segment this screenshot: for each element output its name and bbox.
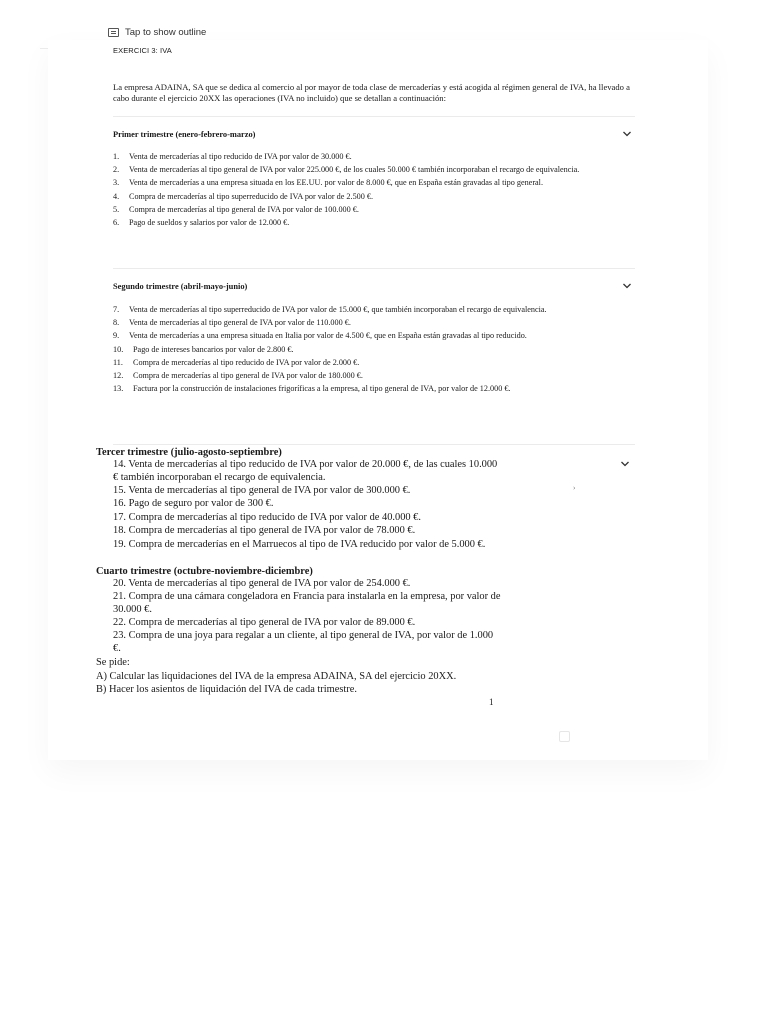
list-item (113, 318, 583, 329)
list-item-text: Compra de mercaderías al tipo superreducido de IVA por valor de 2.500 €. (129, 191, 374, 201)
task-b: B) Hacer los asientos de liquidación del IVA de cada trimestre. (96, 684, 357, 695)
list-item (113, 358, 583, 369)
list-item-number: 1. (113, 152, 120, 161)
list-item-text: Compra de mercaderías al tipo reducido de IVA por valor de 2.000 €. (133, 357, 360, 367)
page-control-icon[interactable] (559, 731, 570, 742)
chevron-down-icon[interactable] (619, 458, 631, 470)
list-item-number: 13. (113, 384, 124, 394)
list-item: 15. Venta de mercaderías al tipo general de IVA por valor de 300.000 €. (113, 485, 411, 496)
list-item-number: 6. (113, 217, 120, 227)
list-item: 14. Venta de mercaderías al tipo reducido de IVA por valor de 20.000 €, de las cuales 10.000 € también incorporaban el recargo de equivalencia. (113, 459, 498, 483)
document-heading: EXERCICI 3: IVA (113, 46, 172, 55)
list-item-text: Pago de intereses bancarios por valor de 2.800 €. (133, 344, 294, 354)
list-item: 18. Compra de mercaderías al tipo general de IVA por valor de 78.000 €. (113, 525, 416, 536)
section-q3-title: Tercer trimestre (julio-agosto-septiembre) (96, 447, 282, 458)
list-item-text: Venta de mercaderías al tipo general de IVA por valor 225.000 €, de los cuales 50.000 € también incorporaban el recargo de equivalencia. (129, 165, 580, 175)
section-q1-header[interactable] (113, 130, 635, 152)
list-item (113, 384, 583, 395)
show-outline-button[interactable] (108, 27, 206, 38)
list-item-number: 5. (113, 204, 120, 214)
list-item-number: 3. (113, 178, 120, 188)
list-item (113, 178, 583, 189)
list-item (113, 331, 583, 342)
section-q1-title: Primer trimestre (enero-febrero-marzo) (113, 130, 256, 139)
list-item (113, 165, 583, 176)
intro-paragraph: La empresa ADAINA, SA que se dedica al comercio al por mayor de toda clase de mercaderías y está acogida al régimen general de IVA, ha llevado a cabo durante el ejercicio 20XX las operaciones (IVA no incluido) que se detallan a continuación: (113, 82, 630, 103)
outline-list-icon (108, 28, 119, 37)
list-item (113, 345, 583, 356)
list-item-text: Venta de mercaderías al tipo reducido de IVA por valor de 30.000 €. (129, 152, 352, 161)
section-q2-header[interactable] (113, 282, 635, 304)
list-item-text: Venta de mercaderías al tipo general de IVA por valor de 110.000 €. (129, 318, 351, 328)
task-a: A) Calcular las liquidaciones del IVA de la empresa ADAINA, SA del ejercicio 20XX. (96, 671, 457, 682)
section-q2-title: Segundo trimestre (abril-mayo-junio) (113, 282, 248, 291)
list-item: 16. Pago de seguro por valor de 300 €. (113, 498, 274, 509)
show-outline-label: Tap to show outline (125, 27, 207, 38)
list-item: 20. Venta de mercaderías al tipo general de IVA por valor de 254.000 €. (113, 578, 411, 589)
list-item: 22. Compra de mercaderías al tipo general de IVA por valor de 89.000 €. (113, 617, 416, 628)
list-item-text: Pago de sueldos y salarios por valor de 12.000 €. (129, 217, 290, 227)
list-item: 17. Compra de mercaderías al tipo reducido de IVA por valor de 40.000 €. (113, 512, 421, 523)
se-pide-label: Se pide: (96, 657, 130, 668)
list-item-number: 4. (113, 191, 120, 201)
section-q2-list (113, 305, 583, 397)
list-item (113, 218, 583, 229)
list-item: 23. Compra de una joya para regalar a un cliente, al tipo general de IVA, por valor de 1.000 €. (113, 630, 494, 654)
chevron-down-icon[interactable] (621, 128, 633, 140)
page-number: 1 (489, 697, 494, 707)
divider (113, 444, 635, 445)
list-item-number: 7. (113, 305, 120, 314)
list-item: 21. Compra de una cámara congeladora en Francia para instalarla en la empresa, por valor de 30.000 €. (113, 591, 501, 615)
list-item-number: 12. (113, 370, 124, 380)
list-item-text: Venta de mercaderías a una empresa situada en los EE.UU. por valor de 8.000 €, que en España están gravadas al tipo general. (129, 178, 543, 188)
list-item: 19. Compra de mercaderías en el Marruecos al tipo de IVA reducido por valor de 5.000 €. (113, 539, 486, 550)
list-item-text: Compra de mercaderías al tipo general de IVA por valor de 100.000 €. (129, 204, 359, 214)
section-q4-title: Cuarto trimestre (octubre-noviembre-diciembre) (96, 566, 313, 577)
list-item (113, 152, 583, 163)
list-item (113, 371, 583, 382)
chevron-down-icon[interactable] (621, 280, 633, 292)
divider (113, 116, 635, 117)
list-item (113, 205, 583, 216)
list-item-number: 2. (113, 165, 120, 175)
stray-mark: › (573, 484, 576, 492)
divider (113, 268, 635, 269)
list-item-number: 8. (113, 318, 120, 328)
list-item-text: Venta de mercaderías a una empresa situada en Italia por valor de 4.500 €, que en España están gravadas al tipo reducido. (129, 331, 527, 341)
list-item-number: 9. (113, 331, 120, 341)
section-q1-list (113, 152, 583, 231)
list-item-number: 11. (113, 357, 123, 367)
list-item (113, 192, 583, 203)
list-item-number: 10. (113, 344, 124, 354)
list-item-text: Factura por la construcción de instalaciones frigoríficas a la empresa, al tipo general de IVA, por valor de 12.000 €. (133, 384, 511, 394)
list-item (113, 305, 583, 316)
list-item-text: Compra de mercaderías al tipo general de IVA por valor de 180.000 €. (133, 370, 363, 380)
list-item-text: Venta de mercaderías al tipo superreducido de IVA por valor de 15.000 €, que también incorporaban el recargo de equivalencia. (129, 305, 547, 314)
